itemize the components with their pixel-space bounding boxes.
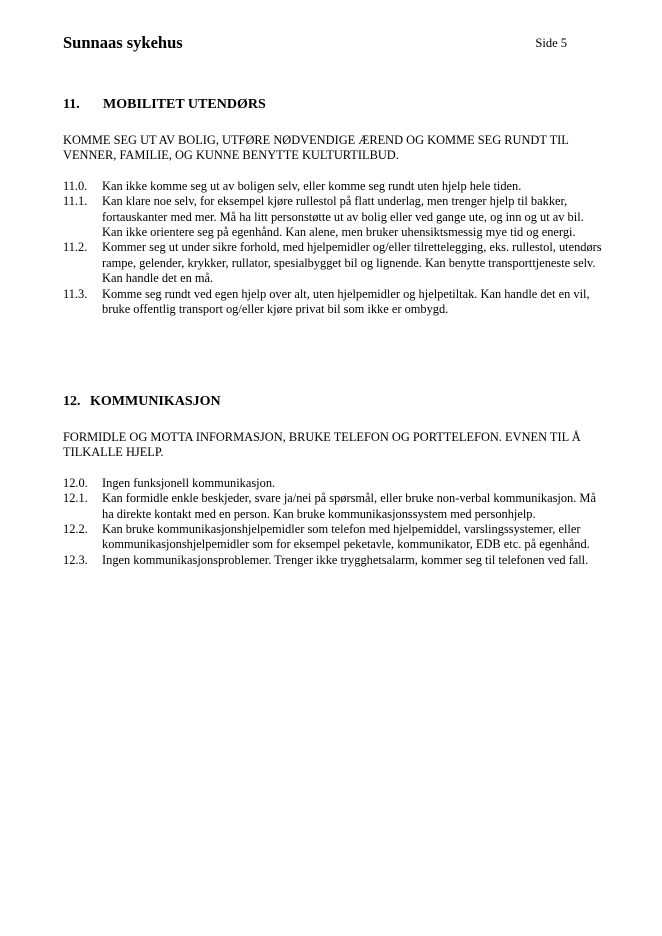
item-code: 11.3.	[63, 286, 88, 301]
item-text: Kommer seg ut under sikre forhold, med hjelpemidler og/eller tilrettelegging, eks. rullestol, utendørs rampe, gelender, krykker, rullator, spesialbygget bil og lignende. Kan benytte transporttjeneste selv. Kan handle det en må.	[102, 240, 602, 286]
item-text: Kan formidle enkle beskjeder, svare ja/nei på spørsmål, eller bruke non-verbal kommunikasjon. Må ha direkte kontakt med en person. Kan bruke kommunikasjonssystem med personhjelp.	[102, 491, 596, 521]
item-code: 11.2.	[63, 240, 88, 255]
section-kommunikasjon	[63, 394, 603, 568]
list-item	[63, 491, 603, 522]
list-item	[63, 553, 603, 568]
item-code: 12.1.	[63, 491, 88, 506]
item-text: Kan ikke komme seg ut av boligen selv, eller komme seg rundt uten hjelp hele tiden.	[102, 178, 522, 193]
list-item	[63, 240, 603, 286]
item-text: Ingen funksjonell kommunikasjon.	[102, 475, 276, 490]
item-list	[63, 476, 603, 568]
page-number: Side 5	[535, 36, 567, 50]
item-code: 11.1.	[63, 194, 88, 209]
list-item	[63, 179, 603, 194]
section-heading	[63, 97, 603, 115]
document-title: Sunnaas sykehus	[63, 33, 183, 52]
list-item	[63, 522, 603, 553]
page-header	[63, 33, 569, 53]
item-code: 12.3.	[63, 552, 88, 567]
section-mobilitet-utendors	[63, 97, 603, 317]
item-text: Kan bruke kommunikasjonshjelpemidler som telefon med hjelpemiddel, varslingssystemer, eller kommunikasjonshjelpemidler som for eksempel peketavle, kommunikator, EDB etc. på egenhånd.	[102, 522, 590, 552]
section-intro: FORMIDLE OG MOTTA INFORMASJON, BRUKE TELEFON OG PORTTELEFON. EVNEN TIL Å TILKALLE HJELP.	[63, 430, 581, 460]
section-number: 12.	[63, 394, 81, 409]
list-item	[63, 476, 603, 491]
section-title: MOBILITET UTENDØRS	[103, 97, 266, 112]
section-title: KOMMUNIKASJON	[90, 394, 221, 409]
item-text: Ingen kommunikasjonsproblemer. Trenger ikke trygghetsalarm, kommer seg til telefonen ved fall.	[102, 552, 589, 567]
section-number: 11.	[63, 97, 80, 112]
item-text: Komme seg rundt ved egen hjelp over alt, uten hjelpemidler og hjelpetiltak. Kan handle det en vil, bruke offentlig transport og/eller kjøre privat bil som ikke er ombygd.	[102, 286, 590, 317]
list-item	[63, 287, 603, 318]
item-code: 11.0.	[63, 178, 88, 193]
item-text: Kan klare noe selv, for eksempel kjøre rullestol på flatt underlag, men trenger hjelp til bakker, fortauskanter med mer. Må ha litt personstøtte ut av bolig eller ved gange ute, og inn og ut av bil. Kan ikke orientere seg på egenhånd. Kan alene, men bruker uhensiktsmessig mye tid og energi.	[102, 194, 584, 240]
section-intro: KOMME SEG UT AV BOLIG, UTFØRE NØDVENDIGE ÆREND OG KOMME SEG RUNDT TIL VENNER, FAMILIE, OG KUNNE BENYTTE KULTURTILBUD.	[63, 133, 569, 163]
item-code: 12.0.	[63, 475, 88, 490]
item-code: 12.2.	[63, 522, 88, 537]
section-heading	[63, 394, 603, 412]
item-list	[63, 179, 603, 318]
list-item	[63, 194, 603, 240]
